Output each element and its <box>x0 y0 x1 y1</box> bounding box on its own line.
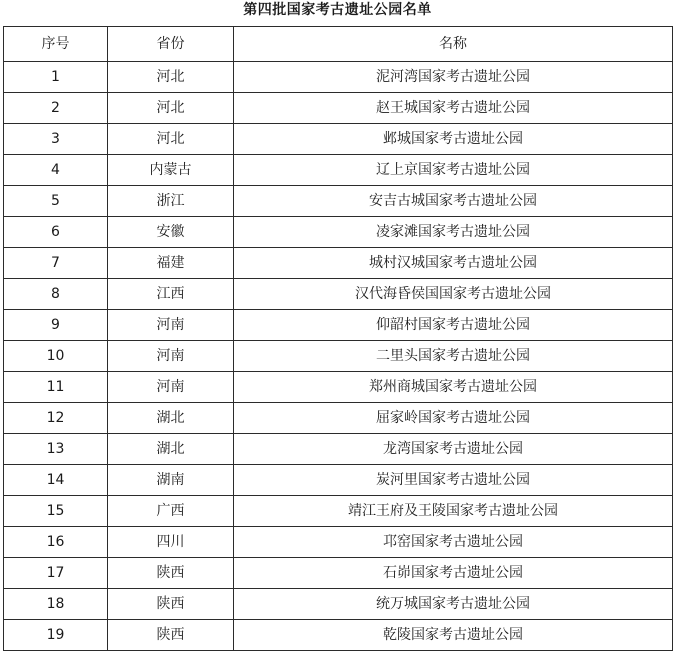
cell-name: 仰韶村国家考古遗址公园 <box>234 310 673 341</box>
table-row <box>4 403 673 434</box>
cell-name: 邺城国家考古遗址公园 <box>234 124 673 155</box>
cell-province: 安徽 <box>108 217 234 248</box>
cell-name: 统万城国家考古遗址公园 <box>234 589 673 620</box>
cell-name: 辽上京国家考古遗址公园 <box>234 155 673 186</box>
cell-index: 10 <box>4 341 108 372</box>
cell-name: 炭河里国家考古遗址公园 <box>234 465 673 496</box>
table-row <box>4 279 673 310</box>
table-row <box>4 465 673 496</box>
cell-name: 邛窑国家考古遗址公园 <box>234 527 673 558</box>
table-row <box>4 93 673 124</box>
table-row <box>4 62 673 93</box>
table-row <box>4 589 673 620</box>
cell-province: 陕西 <box>108 558 234 589</box>
cell-name: 龙湾国家考古遗址公园 <box>234 434 673 465</box>
table-row <box>4 558 673 589</box>
cell-name: 靖江王府及王陵国家考古遗址公园 <box>234 496 673 527</box>
cell-index: 8 <box>4 279 108 310</box>
table-row <box>4 341 673 372</box>
cell-index: 11 <box>4 372 108 403</box>
parks-table <box>3 26 673 651</box>
table-title: 第四批国家考古遗址公园名单 <box>243 2 432 18</box>
cell-index: 17 <box>4 558 108 589</box>
cell-index: 15 <box>4 496 108 527</box>
table-row <box>4 310 673 341</box>
header-index: 序号 <box>4 27 108 62</box>
table-row <box>4 372 673 403</box>
header-name: 名称 <box>234 27 673 62</box>
cell-index: 3 <box>4 124 108 155</box>
cell-name: 石峁国家考古遗址公园 <box>234 558 673 589</box>
table-body <box>4 62 673 651</box>
cell-index: 5 <box>4 186 108 217</box>
cell-name: 屈家岭国家考古遗址公园 <box>234 403 673 434</box>
cell-province: 江西 <box>108 279 234 310</box>
cell-province: 福建 <box>108 248 234 279</box>
cell-index: 12 <box>4 403 108 434</box>
cell-province: 陕西 <box>108 620 234 651</box>
table-header <box>4 27 673 62</box>
table-row <box>4 124 673 155</box>
cell-index: 19 <box>4 620 108 651</box>
header-row <box>4 27 673 62</box>
cell-province: 内蒙古 <box>108 155 234 186</box>
table-row <box>4 186 673 217</box>
cell-name: 郑州商城国家考古遗址公园 <box>234 372 673 403</box>
cell-province: 河南 <box>108 341 234 372</box>
cell-province: 湖北 <box>108 403 234 434</box>
header-province: 省份 <box>108 27 234 62</box>
cell-province: 河北 <box>108 93 234 124</box>
cell-province: 浙江 <box>108 186 234 217</box>
cell-name: 凌家滩国家考古遗址公园 <box>234 217 673 248</box>
cell-province: 湖南 <box>108 465 234 496</box>
cell-name: 安吉古城国家考古遗址公园 <box>234 186 673 217</box>
cell-province: 河北 <box>108 62 234 93</box>
cell-province: 河北 <box>108 124 234 155</box>
cell-index: 18 <box>4 589 108 620</box>
cell-index: 1 <box>4 62 108 93</box>
cell-name: 城村汉城国家考古遗址公园 <box>234 248 673 279</box>
cell-name: 泥河湾国家考古遗址公园 <box>234 62 673 93</box>
cell-name: 赵王城国家考古遗址公园 <box>234 93 673 124</box>
cell-name: 二里头国家考古遗址公园 <box>234 341 673 372</box>
cell-province: 广西 <box>108 496 234 527</box>
table-row <box>4 155 673 186</box>
cell-index: 4 <box>4 155 108 186</box>
cell-index: 2 <box>4 93 108 124</box>
cell-index: 13 <box>4 434 108 465</box>
cell-province: 河南 <box>108 310 234 341</box>
cell-name: 乾陵国家考古遗址公园 <box>234 620 673 651</box>
cell-name: 汉代海昏侯国国家考古遗址公园 <box>234 279 673 310</box>
cell-province: 陕西 <box>108 589 234 620</box>
table-row <box>4 620 673 651</box>
table-row <box>4 248 673 279</box>
table-row <box>4 496 673 527</box>
cell-index: 16 <box>4 527 108 558</box>
cell-index: 7 <box>4 248 108 279</box>
cell-index: 6 <box>4 217 108 248</box>
table-row <box>4 217 673 248</box>
cell-index: 14 <box>4 465 108 496</box>
cell-index: 9 <box>4 310 108 341</box>
cell-province: 湖北 <box>108 434 234 465</box>
table-row <box>4 434 673 465</box>
cell-province: 河南 <box>108 372 234 403</box>
table-row <box>4 527 673 558</box>
cell-province: 四川 <box>108 527 234 558</box>
